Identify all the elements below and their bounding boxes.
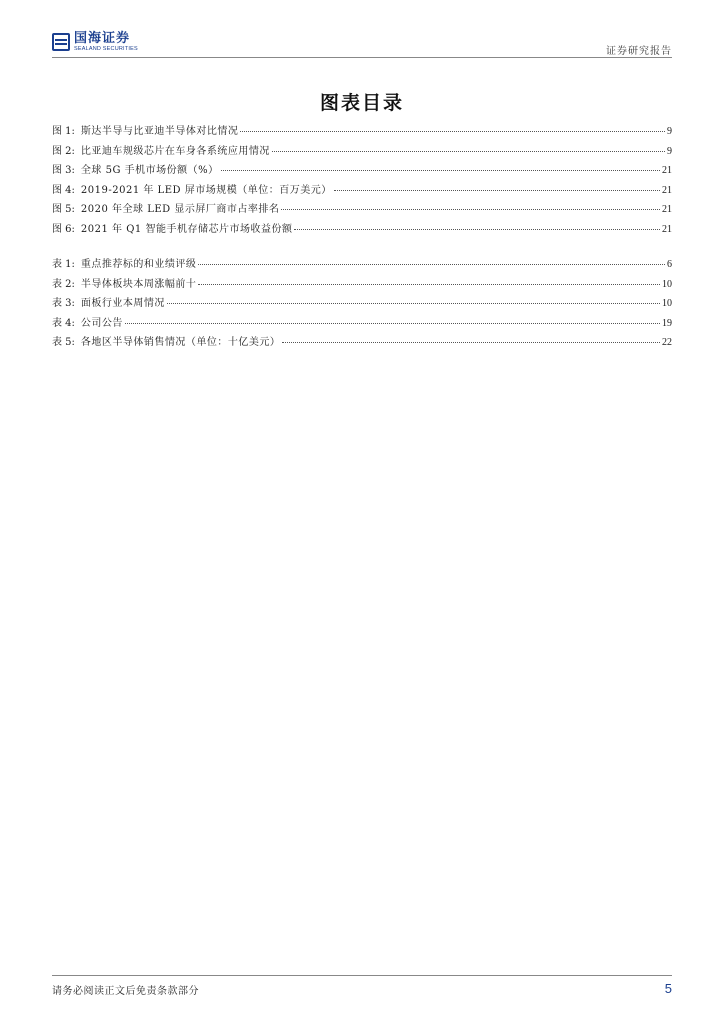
- leader-dots: [282, 342, 660, 343]
- logo-chinese-name: 国海证券: [74, 31, 131, 46]
- toc-page-number: 9: [667, 145, 672, 157]
- toc-entry-figure-6[interactable]: [52, 220, 672, 240]
- toc-title: 比亚迪车规级芯片在车身各系统应用情况: [80, 145, 270, 157]
- toc-page-number: 21: [662, 165, 672, 176]
- toc-entry-figure-4[interactable]: [52, 181, 672, 201]
- figure-list: [52, 122, 672, 239]
- toc-title: 2021 年 Q1 智能手机存储芯片市场收益份额: [80, 223, 293, 235]
- toc-title: 重点推荐标的和业绩评级: [80, 259, 197, 270]
- toc-label: 图 1:: [52, 126, 75, 137]
- leader-dots: [334, 190, 660, 191]
- toc-entry-table-4[interactable]: [52, 314, 672, 334]
- leader-dots: [167, 303, 660, 304]
- leader-dots: [221, 170, 660, 171]
- toc-entry-table-5[interactable]: [52, 333, 672, 353]
- toc-label: 表 3:: [52, 298, 75, 309]
- toc-title: 半导体板块本周涨幅前十: [80, 278, 197, 290]
- leader-dots: [281, 209, 660, 210]
- footer-divider: [52, 975, 672, 976]
- toc-label: 图 2:: [52, 145, 75, 157]
- leader-dots: [198, 264, 665, 265]
- toc-page-number: 6: [667, 259, 672, 270]
- leader-dots: [125, 323, 660, 324]
- toc-page-number: 21: [662, 204, 672, 215]
- toc-title: 各地区半导体销售情况（单位：十亿美元）: [80, 337, 281, 348]
- toc-label: 表 2:: [52, 278, 75, 290]
- toc-label: 图 4:: [52, 184, 75, 196]
- toc-page-number: 22: [662, 337, 672, 348]
- footer-disclaimer: 请务必阅读正文后免责条款部分: [52, 986, 199, 997]
- page-title: 图表目录: [319, 92, 404, 114]
- toc-entry-table-3[interactable]: [52, 294, 672, 314]
- toc-label: 图 6:: [52, 223, 75, 235]
- header-divider: [52, 57, 672, 58]
- toc-title: 公司公告: [80, 317, 123, 329]
- toc-entry-figure-5[interactable]: [52, 200, 672, 220]
- toc-page-number: 10: [662, 278, 672, 290]
- toc-label: 表 4:: [52, 317, 75, 329]
- toc-entry-figure-2[interactable]: [52, 142, 672, 162]
- toc-page-number: 21: [662, 223, 672, 235]
- leader-dots: [240, 131, 665, 132]
- toc-label: 表 5:: [52, 337, 75, 348]
- company-logo: [52, 32, 138, 53]
- toc-page-number: 19: [662, 317, 672, 329]
- toc-entry-figure-3[interactable]: [52, 161, 672, 181]
- toc-title: 斯达半导与比亚迪半导体对比情况: [80, 126, 239, 137]
- leader-dots: [198, 284, 660, 285]
- toc-page-number: 9: [667, 126, 672, 137]
- toc-page-number: 21: [662, 184, 672, 196]
- document-type: 证券研究报告: [606, 46, 672, 57]
- page-header: [52, 30, 672, 58]
- toc-title: 2020 年全球 LED 显示屏厂商市占率排名: [80, 204, 280, 215]
- toc-entry-table-2[interactable]: [52, 275, 672, 295]
- sealand-logo-icon: [52, 33, 70, 51]
- leader-dots: [294, 229, 660, 230]
- logo-english-name: SEALAND SECURITIES: [74, 46, 138, 52]
- toc-label: 图 5:: [52, 204, 75, 215]
- toc-label: 表 1:: [52, 259, 75, 270]
- toc-title: 2019-2021 年 LED 屏市场规模（单位：百万美元）: [80, 184, 332, 196]
- toc-entry-figure-1[interactable]: [52, 122, 672, 142]
- page-number: 5: [664, 981, 672, 996]
- toc-page-number: 10: [662, 298, 672, 309]
- table-list: [52, 255, 672, 353]
- leader-dots: [272, 151, 665, 152]
- toc-entry-table-1[interactable]: [52, 255, 672, 275]
- toc-title: 面板行业本周情况: [80, 298, 165, 309]
- toc-title: 全球 5G 手机市场份额（%）: [80, 165, 219, 176]
- toc-label: 图 3:: [52, 165, 75, 176]
